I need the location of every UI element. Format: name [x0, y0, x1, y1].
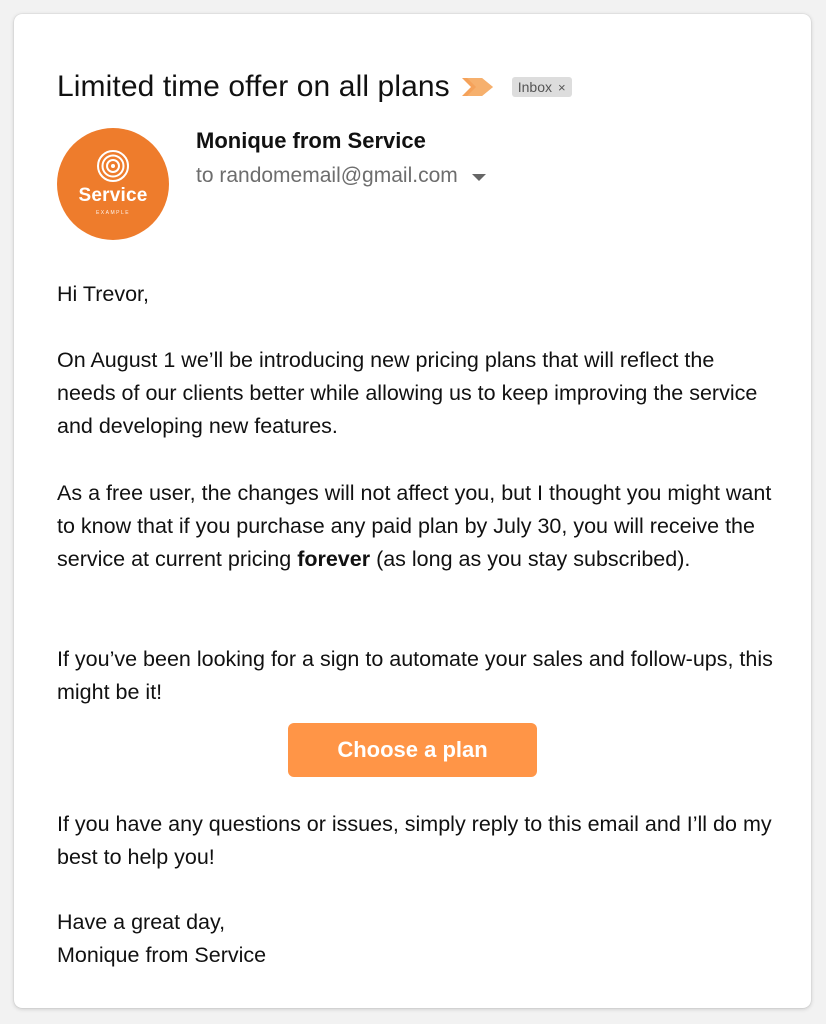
label-badge-inbox — [512, 77, 572, 97]
recipient-line[interactable] — [196, 164, 486, 188]
offer-text-after: (as long as you stay subscribed). — [370, 547, 691, 571]
label-badge-text: Inbox — [517, 79, 552, 95]
email-card — [14, 14, 811, 1008]
closing-line: Have a great day, — [57, 910, 226, 934]
offer-text-before: As a free user, the changes will not affect you, but I thought you might want to know that if you purchase any paid plan by July 30, you will receive the service at current pricing — [57, 481, 772, 571]
paragraph-offer — [57, 477, 777, 576]
target-rings-icon — [96, 149, 130, 183]
importance-marker-icon[interactable] — [462, 76, 496, 98]
offer-text-bold: forever — [297, 547, 371, 571]
avatar-sub: EXAMPLE — [95, 209, 131, 216]
email-subject: Limited time offer on all plans — [57, 70, 450, 103]
choose-plan-button[interactable]: Choose a plan — [288, 723, 537, 777]
avatar-brand: Service — [78, 184, 148, 206]
closing-block — [57, 906, 777, 972]
close-icon[interactable]: × — [558, 79, 566, 95]
subject-row — [57, 70, 572, 104]
sender-name: Monique from Service — [196, 128, 426, 153]
recipient-text: to randomemail@gmail.com — [196, 164, 458, 187]
paragraph-intro: On August 1 we’ll be introducing new pricing plans that will reflect the needs of our clients better while allowing us to keep improving the service and developing new features. — [57, 348, 758, 438]
paragraph-questions: If you have any questions or issues, simply reply to this email and I’ll do my best to help you! — [57, 812, 772, 869]
signature: Monique from Service — [57, 943, 267, 967]
paragraph-sign: If you’ve been looking for a sign to automate your sales and follow-ups, this might be it! — [57, 647, 773, 704]
avatar — [57, 128, 169, 240]
chevron-down-icon[interactable] — [472, 174, 486, 181]
greeting: Hi Trevor, — [57, 282, 149, 306]
